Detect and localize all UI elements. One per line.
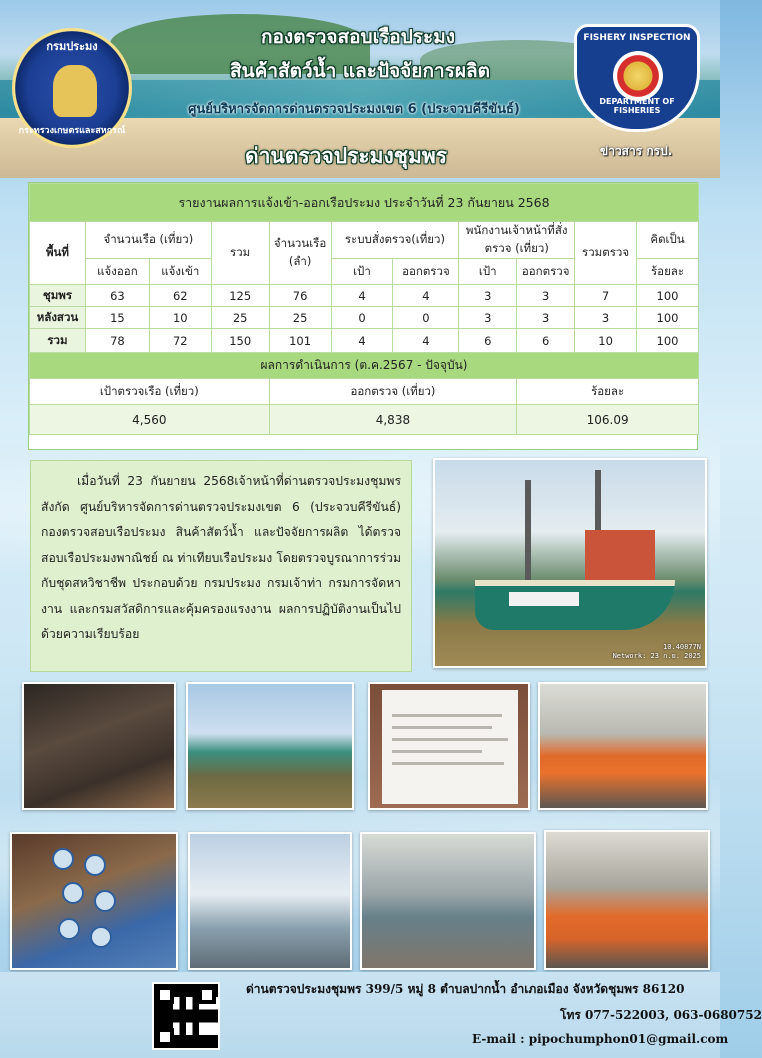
footer-address: ด่านตรวจประมงชุมพร 399/5 หมู่ 8 ตำบลปากน้ำ อำเภอเมือง จังหวัดชุมพร 86120 <box>246 982 685 996</box>
row-sum: 3 <box>575 307 637 329</box>
footer <box>0 972 762 1058</box>
row-sys-done: 0 <box>393 307 459 329</box>
document-line <box>392 714 502 717</box>
photo-document <box>368 682 530 810</box>
header-system-inspect: ระบบสั่งตรวจ(เที่ยว) <box>331 222 459 259</box>
performance-done-label: ออกตรวจ (เที่ยว) <box>269 379 517 405</box>
photo-fish-hold <box>10 832 178 970</box>
row-out: 15 <box>85 307 149 329</box>
qr-corner <box>198 986 216 1004</box>
row-boats: 25 <box>269 307 331 329</box>
header-area: พื้นที่ <box>30 222 86 285</box>
row-boats: 101 <box>269 329 331 353</box>
mast-shape <box>525 480 531 590</box>
document-line <box>392 750 482 753</box>
header-notify-out: แจ้งออก <box>85 259 149 285</box>
table-row <box>30 285 699 307</box>
row-total: 150 <box>211 329 269 353</box>
narrative-text: เมื่อวันที่ 23 กันยายน 2568เจ้าหน้าที่ด่านตรวจประมงชุมพร สังกัด ศูนย์บริหารจัดการด่านตรวจประมงเขต 6 (ประจวบคีรีขันธ์) กองตรวจสอบเรือประมง สินค้าสัตว์น้ำ และปัจจัยการผลิต ได้ตรวจสอบเรือประมงพาณิชย์ ณ ท่าเทียบเรือประมง โดยตรวจบูรณาการร่วมกับชุดสหวิชาชีพ ประกอบด้วย กรมประมง กรมเจ้าท่า กรมการจัดหางาน และกรมสวัสดิการและคุ้มครองแรงงาน ผลการปฏิบัติงานเป็นไปด้วยความเรียบร้อย <box>41 474 401 641</box>
qr-code[interactable] <box>152 982 220 1050</box>
container-shape <box>58 918 80 940</box>
news-tag: ข่าวสาร กรป. <box>600 144 673 158</box>
row-in: 10 <box>149 307 211 329</box>
document-shape <box>382 690 518 804</box>
header-officer-inspect: พนักงานเจ้าหน้าที่สั่ง ตรวจ (เที่ยว) <box>459 222 575 259</box>
boat-label <box>509 592 579 606</box>
report-title: รายงานผลการแจ้งเข้า-ออกเรือประมง ประจำวันที่ 23 กันยายน 2568 <box>30 184 699 222</box>
photo-officer-pier <box>360 832 536 970</box>
logo-left-top-text: กรมประมง <box>46 40 98 53</box>
photo-fishing-net <box>22 682 176 810</box>
logo-right-bottom-text: DEPARTMENT OF FISHERIES <box>599 97 675 115</box>
photo-stamp: 10.40877N Network: 23 ก.ย. 2025 <box>612 643 701 660</box>
photo-gps-antenna <box>188 832 352 970</box>
header-line-1: กองตรวจสอบเรือประมง <box>261 26 455 48</box>
row-off-target: 3 <box>459 307 517 329</box>
row-off-done: 3 <box>517 307 575 329</box>
performance-done-value: 4,838 <box>269 405 517 435</box>
header-target-2: เป้า <box>459 259 517 285</box>
table-row <box>30 307 699 329</box>
row-sys-target: 0 <box>331 307 393 329</box>
row-out: 78 <box>85 329 149 353</box>
row-area: รวม <box>30 329 86 353</box>
row-off-target: 3 <box>459 285 517 307</box>
photo-boat-dock <box>186 682 354 810</box>
document-line <box>392 762 504 765</box>
header-inspected-2: ออกตรวจ <box>517 259 575 285</box>
logo-left-bottom-text: กระทรวงเกษตรและสหกรณ์ <box>18 126 126 136</box>
document-line <box>392 726 492 729</box>
row-off-done: 3 <box>517 285 575 307</box>
row-in: 72 <box>149 329 211 353</box>
performance-target-label: เป้าตรวจเรือ (เที่ยว) <box>30 379 270 405</box>
qr-corner <box>156 1028 174 1046</box>
footer-phone: โทร 077-522003, 063-0680752 <box>560 1008 762 1022</box>
header-boat-count: จำนวนเรือ (ลำ) <box>269 222 331 285</box>
row-sys-target: 4 <box>331 285 393 307</box>
row-sum: 7 <box>575 285 637 307</box>
performance-pct-label: ร้อยละ <box>517 379 699 405</box>
row-in: 62 <box>149 285 211 307</box>
photo-crew-group <box>538 682 708 810</box>
row-pct: 100 <box>637 307 699 329</box>
badge-icon <box>613 51 663 101</box>
header-line-4: ด่านตรวจประมงชุมพร <box>244 144 447 168</box>
qr-corner <box>156 986 174 1004</box>
header-sum-inspect: รวมตรวจ <box>575 222 637 285</box>
row-total: 125 <box>211 285 269 307</box>
cabin-shape <box>585 530 655 582</box>
header-percent-of: คิดเป็น <box>637 222 699 259</box>
row-sys-done: 4 <box>393 285 459 307</box>
header-line-3: ศูนย์บริหารจัดการด่านตรวจประมงเขต 6 (ประจวบคีรีขันธ์) <box>188 102 520 117</box>
row-pct: 100 <box>637 285 699 307</box>
report-table <box>29 183 699 435</box>
header-percent: ร้อยละ <box>637 259 699 285</box>
photo-crew-inspection <box>544 830 710 970</box>
table-row-total <box>30 329 699 353</box>
document-line <box>392 738 508 741</box>
report-table-card <box>28 182 698 450</box>
container-shape <box>94 890 116 912</box>
performance-title: ผลการดำเนินการ (ต.ค.2567 - ปัจจุบัน) <box>30 353 699 379</box>
row-sys-target: 4 <box>331 329 393 353</box>
performance-target-value: 4,560 <box>30 405 270 435</box>
header-total: รวม <box>211 222 269 285</box>
header-line-2: สินค้าสัตว์น้ำ และปัจจัยการผลิต <box>230 60 490 82</box>
row-boats: 76 <box>269 285 331 307</box>
header-target: เป้า <box>331 259 393 285</box>
header-notify-in: แจ้งเข้า <box>149 259 211 285</box>
narrative-box <box>30 460 412 672</box>
row-sys-done: 4 <box>393 329 459 353</box>
row-out: 63 <box>85 285 149 307</box>
container-shape <box>52 848 74 870</box>
header-boat-trips: จำนวนเรือ (เที่ยว) <box>85 222 211 259</box>
row-area: ชุมพร <box>30 285 86 307</box>
container-shape <box>62 882 84 904</box>
main-photo-fishing-boat <box>433 458 707 668</box>
header-banner <box>0 0 720 178</box>
row-off-target: 6 <box>459 329 517 353</box>
footer-email[interactable]: E-mail : pipochumphon01@gmail.com <box>472 1032 729 1046</box>
logo-right-top-text: FISHERY INSPECTION <box>583 33 691 43</box>
row-off-done: 6 <box>517 329 575 353</box>
row-pct: 100 <box>637 329 699 353</box>
row-sum: 10 <box>575 329 637 353</box>
header-inspected: ออกตรวจ <box>393 259 459 285</box>
row-area: หลังสวน <box>30 307 86 329</box>
performance-pct-value: 106.09 <box>517 405 699 435</box>
container-shape <box>90 926 112 948</box>
container-shape <box>84 854 106 876</box>
row-total: 25 <box>211 307 269 329</box>
